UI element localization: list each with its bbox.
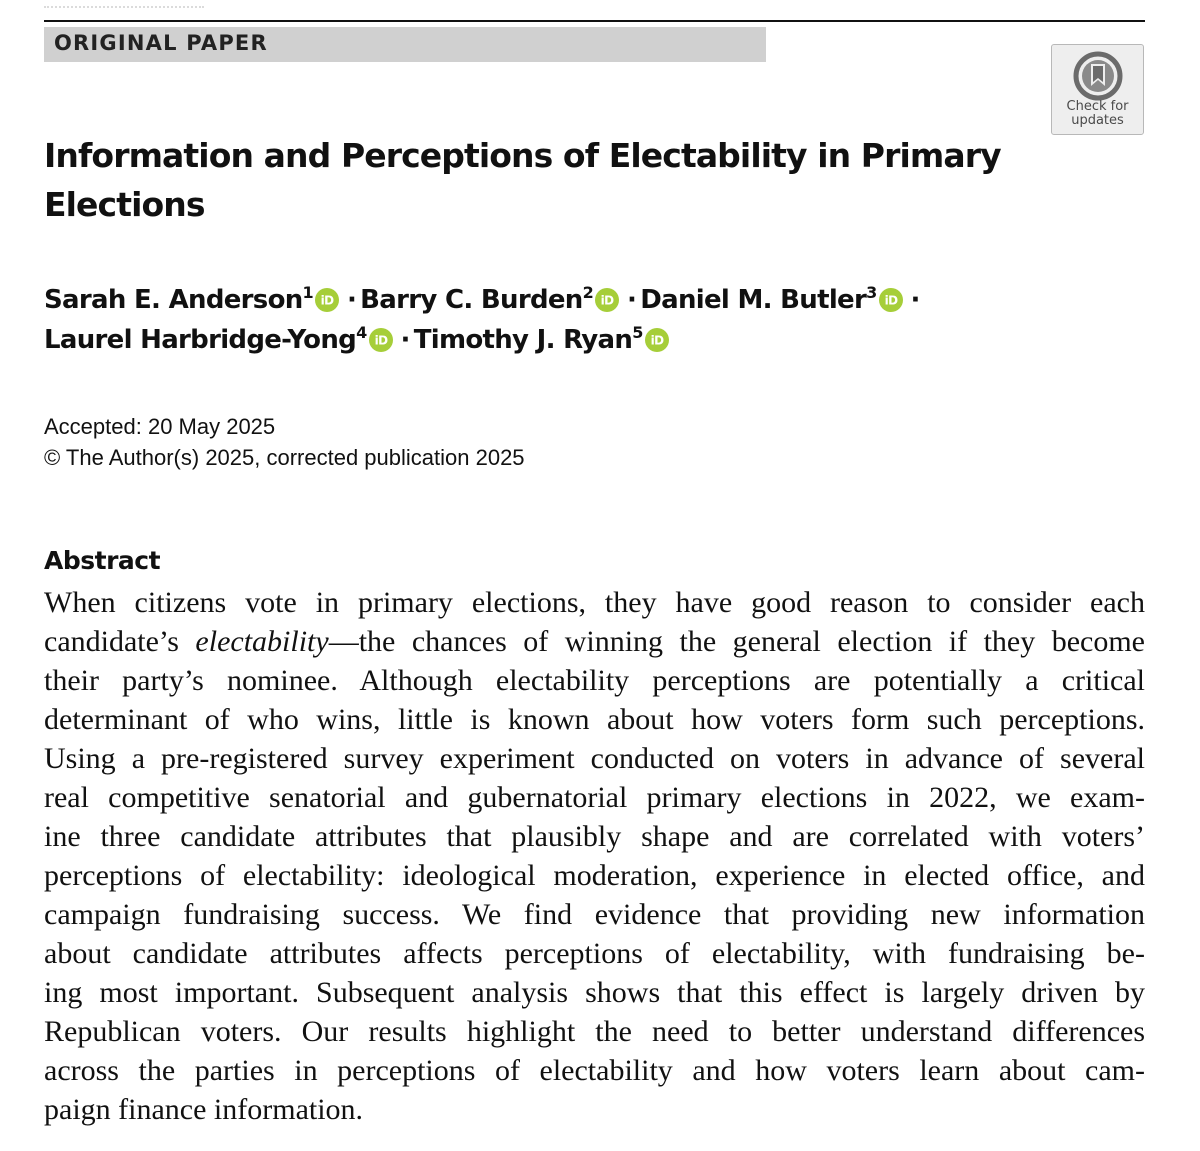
orcid-icon[interactable] (369, 328, 393, 352)
svg-text:iD: iD (650, 333, 663, 348)
affiliation-number: 1 (302, 283, 313, 302)
bookmark-circle-icon (1073, 51, 1123, 101)
separator-dot: · (346, 285, 357, 315)
separator-dot: · (627, 285, 637, 315)
abstract-line: across the parties in perceptions of electability and how voters learn about cam- (44, 1054, 1145, 1087)
affiliation-number: 3 (866, 283, 877, 302)
copyright-line: © The Author(s) 2025, corrected publication 2025 (44, 445, 525, 470)
abstract-line: When citizens vote in primary elections, they have good reason to consider each (44, 586, 1145, 619)
cropped-header-remnant (44, 0, 204, 8)
publication-meta (44, 411, 525, 473)
badge-line2: updates (1071, 113, 1124, 128)
author-name: Daniel M. Butler (640, 285, 867, 315)
affiliation-number: 4 (356, 323, 367, 342)
affiliation-number: 2 (582, 283, 594, 302)
abstract-line-part: —the chances of winning the general election if they become (328, 625, 1145, 658)
author-list (44, 280, 1144, 360)
affiliation-number: 5 (632, 323, 643, 342)
abstract-line: real competitive senatorial and gubernatorial primary elections in 2022, we exam- (44, 781, 1145, 814)
abstract-line: their party’s nominee. Although electability perceptions are potentially a critical (44, 664, 1145, 697)
abstract-line: ing most important. Subsequent analysis shows that this effect is largely driven by (44, 976, 1145, 1009)
paper-title (44, 131, 1044, 229)
svg-text:iD: iD (600, 293, 614, 308)
abstract-emphasis: electability (195, 625, 329, 658)
abstract-line: paign finance information. (44, 1093, 364, 1126)
abstract-line: Republican voters. Our results highlight the need to better understand differences (44, 1015, 1145, 1048)
abstract-body (44, 583, 1145, 1129)
abstract-line (44, 622, 1145, 661)
section-label: ORIGINAL PAPER (54, 31, 268, 55)
orcid-icon[interactable] (595, 288, 619, 312)
title-line1: Information and Perceptions of Electability in Primary (44, 136, 1001, 175)
orcid-icon[interactable] (645, 328, 669, 352)
svg-text:iD: iD (320, 293, 334, 308)
svg-text:iD: iD (374, 333, 387, 348)
abstract-line: perceptions of electability: ideological moderation, experience in elected office, and (44, 859, 1145, 892)
accepted-date: Accepted: 20 May 2025 (44, 414, 276, 439)
check-for-updates-badge[interactable] (1051, 44, 1144, 135)
author-name: Timothy J. Ryan (413, 325, 633, 355)
orcid-icon[interactable] (315, 288, 339, 312)
author-name: Barry C. Burden (360, 285, 583, 315)
abstract-line: determinant of who wins, little is known about how voters form such perceptions. (44, 703, 1145, 736)
author-name: Sarah E. Anderson (44, 285, 303, 315)
header-rule (44, 20, 1145, 22)
badge-text (1052, 100, 1143, 128)
orcid-icon[interactable] (879, 288, 903, 312)
title-line2: Elections (44, 185, 205, 224)
abstract-line: campaign fundraising success. We find evidence that providing new information (44, 898, 1145, 931)
abstract-line-part: candidate’s (44, 625, 196, 658)
separator-dot: · (400, 325, 410, 355)
section-label-band (44, 27, 766, 62)
abstract-line: about candidate attributes affects perceptions of electability, with fundraising be- (44, 937, 1145, 970)
badge-line1: Check for (1066, 99, 1129, 114)
separator-dot: · (910, 285, 920, 315)
abstract-line: ine three candidate attributes that plausibly shape and are correlated with voters’ (44, 820, 1145, 853)
author-name: Laurel Harbridge-Yong (44, 325, 357, 355)
abstract-line: Using a pre-registered survey experiment conducted on voters in advance of several (44, 742, 1145, 775)
svg-text:iD: iD (884, 293, 897, 308)
abstract-heading: Abstract (44, 546, 161, 575)
